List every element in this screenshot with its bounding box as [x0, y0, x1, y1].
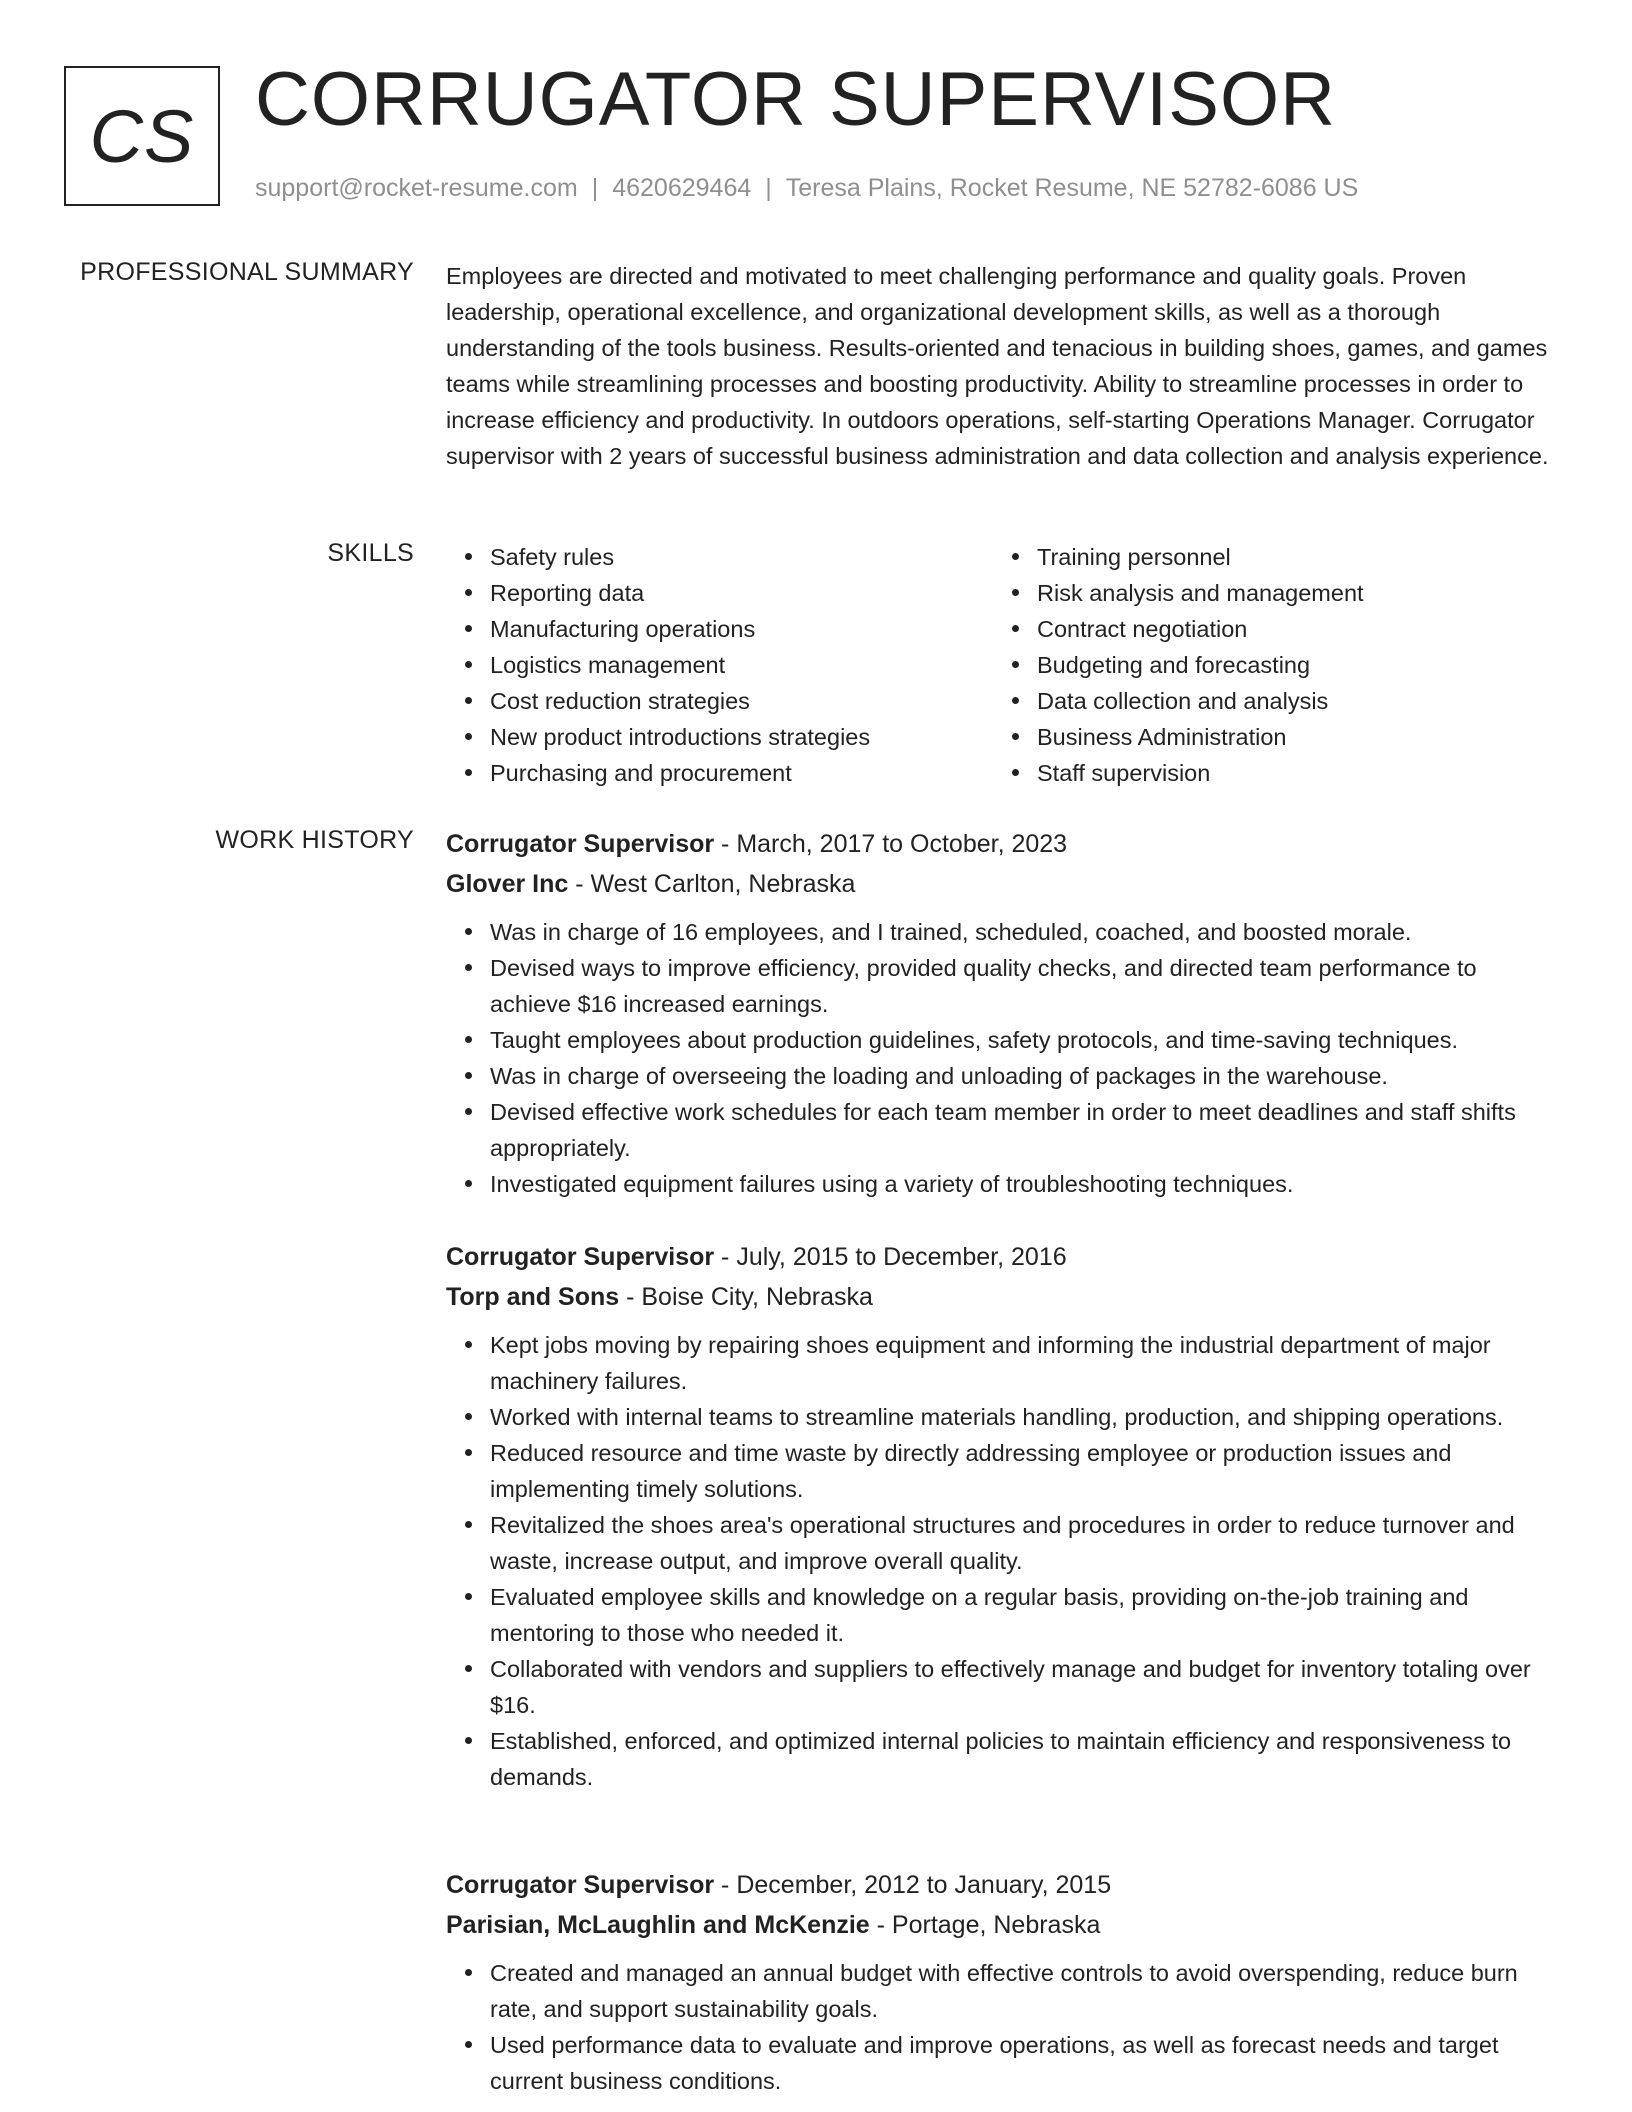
skill-item: Training personnel: [1037, 539, 1597, 575]
contact-line: [255, 174, 1358, 203]
job-bullet: Evaluated employee skills and knowledge on a regular basis, providing on-the-job training and mentoring to those who needed it.: [490, 1579, 1564, 1651]
job-location: - West Carlton, Nebraska: [568, 870, 856, 898]
summary-heading: PROFESSIONAL SUMMARY: [80, 258, 414, 286]
job-entry: [446, 824, 1564, 1202]
job-dates: - December, 2012 to January, 2015: [714, 1871, 1112, 1899]
job-bullet: Taught employees about production guidelines, safety protocols, and time-saving techniques.: [490, 1022, 1564, 1058]
job-bullet: Established, enforced, and optimized internal policies to maintain efficiency and responsiveness to demands.: [490, 1723, 1564, 1795]
job-bullet: Used performance data to evaluate and improve operations, as well as forecast needs and target current business conditions.: [490, 2027, 1564, 2099]
job-bullet: Collaborated with vendors and suppliers to effectively manage and budget for inventory totaling over $16.: [490, 1651, 1564, 1723]
job-bullet: Was in charge of overseeing the loading and unloading of packages in the warehouse.: [490, 1058, 1564, 1094]
job-bullet: Investigated equipment failures using a variety of troubleshooting techniques.: [490, 1166, 1564, 1202]
job-title-line: [446, 824, 1564, 864]
contact-separator: |: [591, 174, 599, 202]
summary-section: [446, 258, 1564, 474]
job-location: - Portage, Nebraska: [869, 1911, 1101, 1939]
skill-item: Contract negotiation: [1037, 611, 1597, 647]
contact-address: Teresa Plains, Rocket Resume, NE 52782-6086 US: [785, 174, 1359, 202]
skill-item: Data collection and analysis: [1037, 683, 1597, 719]
contact-phone: 4620629464: [612, 174, 752, 202]
job-entry: [446, 1865, 1564, 2099]
job-company: Torp and Sons: [446, 1283, 620, 1311]
job-location: - Boise City, Nebraska: [619, 1283, 873, 1311]
skill-item: Staff supervision: [1037, 755, 1597, 791]
job-bullet: Devised ways to improve efficiency, provided quality checks, and directed team performance to achieve $16 increased earnings.: [490, 950, 1564, 1022]
job-bullets: [446, 1327, 1564, 1795]
skill-item: Manufacturing operations: [490, 611, 990, 647]
skills-list-right: [993, 539, 1597, 791]
job-company-line: [446, 1905, 1564, 1945]
job-bullet: Revitalized the shoes area's operational structures and procedures in order to reduce turnover and waste, increase output, and improve overall quality.: [490, 1507, 1564, 1579]
job-company: Parisian, McLaughlin and McKenzie: [446, 1911, 870, 1939]
job-title-line: [446, 1865, 1564, 1905]
skill-item: Logistics management: [490, 647, 990, 683]
skill-item: Safety rules: [490, 539, 990, 575]
job-bullet: Devised effective work schedules for each team member in order to meet deadlines and staff shifts appropriately.: [490, 1094, 1564, 1166]
skills-list-left: [446, 539, 990, 791]
skill-item: New product introductions strategies: [490, 719, 990, 755]
job-title: Corrugator Supervisor: [446, 1871, 715, 1899]
skills-heading: SKILLS: [327, 539, 414, 567]
job-bullets: [446, 914, 1564, 1202]
job-bullet: Was in charge of 16 employees, and I trained, scheduled, coached, and boosted morale.: [490, 914, 1564, 950]
contact-separator: |: [765, 174, 772, 202]
job-bullet: Kept jobs moving by repairing shoes equipment and informing the industrial department of major machinery failures.: [490, 1327, 1564, 1399]
job-title: Corrugator Supervisor: [446, 830, 715, 858]
job-bullet: Reduced resource and time waste by directly addressing employee or production issues and implementing timely solutions.: [490, 1435, 1564, 1507]
skill-item: Business Administration: [1037, 719, 1597, 755]
monogram-logo: CS: [64, 66, 220, 206]
summary-text: Employees are directed and motivated to meet challenging performance and quality goals. Proven leadership, operational excellence, and organizational development skills, as well as a thorough understanding of the tools business. Results-oriented and tenacious in building shoes, games, and games teams while streamlining processes and boosting productivity. Ability to streamline processes in order to increase efficiency and productivity. In outdoors operations, self-starting Operations Manager. Corrugator supervisor with 2 years of successful business administration and data collection and analysis experience.: [446, 263, 1549, 469]
job-dates: - July, 2015 to December, 2016: [714, 1243, 1067, 1271]
job-company: Glover Inc: [446, 870, 569, 898]
job-company-line: [446, 1277, 1564, 1317]
job-bullets: [446, 1955, 1564, 2099]
job-bullet: Created and managed an annual budget with effective controls to avoid overspending, reduce burn rate, and support sustainability goals.: [490, 1955, 1564, 2027]
skill-item: Purchasing and procurement: [490, 755, 990, 791]
skill-item: Risk analysis and management: [1037, 575, 1597, 611]
job-company-line: [446, 864, 1564, 904]
work-history-heading: WORK HISTORY: [215, 826, 414, 854]
candidate-name: CORRUGATOR SUPERVISOR: [255, 57, 1336, 142]
job-bullet: Worked with internal teams to streamline materials handling, production, and shipping operations.: [490, 1399, 1564, 1435]
contact-email: support@rocket-resume.com: [255, 174, 578, 202]
job-title-line: [446, 1237, 1564, 1277]
job-title: Corrugator Supervisor: [446, 1243, 715, 1271]
job-dates: - March, 2017 to October, 2023: [714, 830, 1068, 858]
skill-item: Budgeting and forecasting: [1037, 647, 1597, 683]
job-entry: [446, 1237, 1564, 1795]
skill-item: Cost reduction strategies: [490, 683, 990, 719]
skill-item: Reporting data: [490, 575, 990, 611]
